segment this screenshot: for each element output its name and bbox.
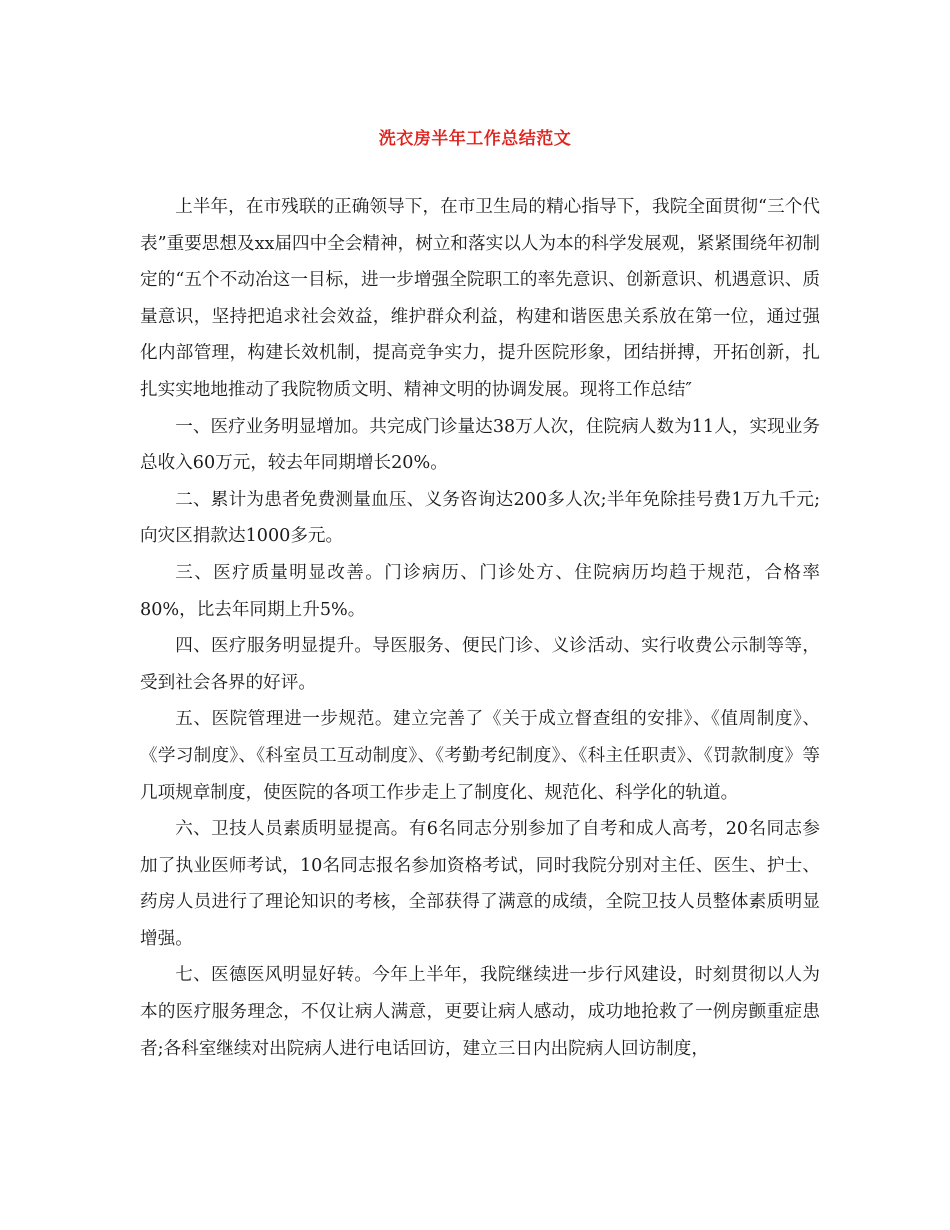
paragraph-item-4: 四、医疗服务明显提升。导医服务、便民门诊、义诊活动、实行收费公示制等等，受到社会各界的好评。 [140, 636, 820, 693]
paragraph-item-7: 七、医德医风明显好转。今年上半年，我院继续进一步行风建设，时刻贯彻以人为本的医疗服务理念，不仅让病人满意，更要让病人感动，成功地抢救了一例房颤重症患者;各科室继续对出院病人进行电话回访，建立三日内出院病人回访制度， [140, 965, 820, 1059]
document-title: 洗衣房半年工作总结范文 [378, 129, 572, 149]
paragraph-intro: 上半年，在市残联的正确领导下，在市卫生局的精心指导下，我院全面贯彻“三个代表”重要思想及xx届四中全会精神，树立和落实以人为本的科学发展观，紧紧围绕年初制定的“五个不动冶这一目标，进一步增强全院职工的率先意识、创新意识、机遇意识、质量意识，坚持把追求社会效益，维护群众利益，构建和谐医患关系放在第一位，通过强化内部管理，构建长效机制，提高竞争实力，提升医院形象，团结拼搏，开拓创新，扎扎实实地地推动了我院物质文明、精神文明的协调发展。现将工作总结″ [140, 197, 820, 400]
paragraph-item-2: 二、累计为患者免费测量血压、义务咨询达200多人次;半年免除挂号费1万九千元;向灾区捐款达1000多元。 [140, 489, 820, 547]
paragraph-item-6: 六、卫技人员素质明显提高。有6名同志分别参加了自考和成人高考，20名同志参加了执业医师考试，10名同志报名参加资格考试，同时我院分别对主任、医生、护士、药房人员进行了理论知识的考核，全部获得了满意的成绩，全院卫技人员整体素质明显增强。 [140, 819, 820, 949]
document-body [140, 189, 820, 1067]
paragraph-item-1: 一、医疗业务明显增加。共完成门诊量达38万人次，住院病人数为11人，实现业务总收入60万元，较去年同期增长20%。 [140, 416, 820, 474]
paragraph-item-5: 五、医院管理进一步规范。建立完善了《关于成立督查组的安排》、《值周制度》、《学习制度》、《科室员工互动制度》、《考勤考纪制度》、《科主任职责》、《罚款制度》等几项规章制度，使医院的各项工作步走上了制度化、规范化、科学化的轨道。 [140, 709, 820, 803]
paragraph-item-3: 三、医疗质量明显改善。门诊病历、门诊处方、住院病历均趋于规范，合格率80%，比去年同期上升5%。 [140, 562, 820, 620]
